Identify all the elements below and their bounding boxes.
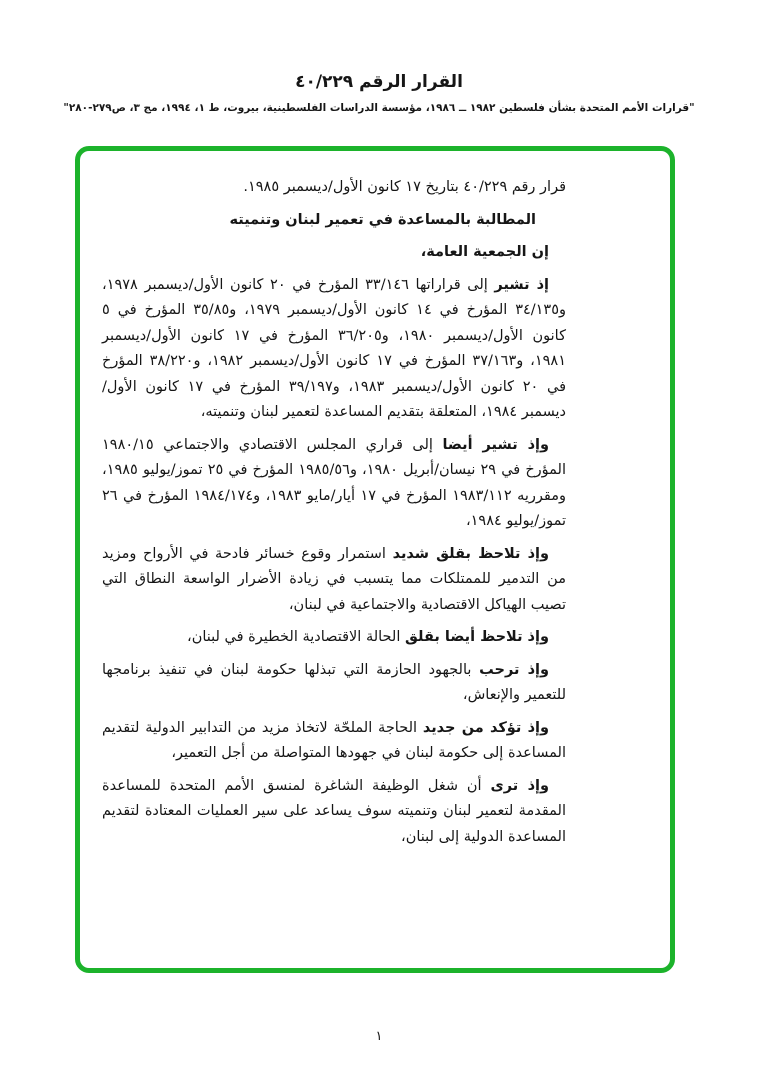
paragraph-lead: إذ تشير <box>494 276 550 293</box>
paragraph-lead: وإذ ترى <box>490 777 550 794</box>
resolution-heading: قرار رقم ٤٠/٢٢٩ بتاريخ ١٧ كانون الأول/ديسمبر ١٩٨٥. <box>243 179 566 195</box>
paragraph-text: أن شغل الوظيفة الشاغرة لمنسق الأمم المتحدة للمساعدة المقدمة لتعمير لبنان وتنميته سوف يساعد على سير العمليات المعتادة لتقديم المساعدة الدولية إلى لبنان، <box>102 777 566 845</box>
preamble-paragraph <box>102 658 566 709</box>
preamble-paragraph <box>102 716 566 767</box>
paragraph-lead: وإذ ترحب <box>479 661 549 678</box>
paragraph-text: استمرار وقوع خسائر فادحة في الأرواح ومزيد من التدمير للممتلكات مما يتسبب في زيادة الأضرار الواسعة النطاق التي تصيب الهياكل الاقتصادية والاجتماعية في لبنان، <box>102 545 566 613</box>
paragraph-lead: وإذ تلاحظ بقلق شديد <box>392 545 550 562</box>
resolution-frame <box>75 146 675 973</box>
assembly-opening: إن الجمعية العامة، <box>420 244 549 260</box>
preamble-paragraph <box>102 542 566 619</box>
paragraph-text: إلى قراراتها ٣٣/١٤٦ المؤرخ في ٢٠ كانون الأول/ديسمبر ١٩٧٨، و٣٤/١٣٥ المؤرخ في ١٤ كانون الأول/ديسمبر ١٩٧٩، و٣٥/٨٥ المؤرخ في ٥ كانون الأول/ديسمبر ١٩٨٠، و٣٦/٢٠٥ المؤرخ في ١٧ كانون الأول/ديسمبر ١٩٨١، و٣٧/١٦٣ المؤرخ في ١٧ كانون الأول/ديسمبر ١٩٨٢، و٣٨/٢٢٠ المؤرخ في ٢٠ كانون الأول/ديسمبر ١٩٨٣، و٣٩/١٩٧ المؤرخ في ١٧ كانون الأول/ديسمبر ١٩٨٤، المتعلقة بتقديم المساعدة لتعمير لبنان وتنميته، <box>102 276 567 420</box>
preamble-paragraph <box>102 433 566 535</box>
paragraph-text: الحالة الاقتصادية الخطيرة في لبنان، <box>187 629 401 645</box>
paragraph-text: إلى قراري المجلس الاقتصادي والاجتماعي ١٩٨٠/١٥ المؤرخ في ٢٩ نيسان/أبريل ١٩٨٠، و١٩٨٥/٥٦ المؤرخ في ٢٥ تموز/يوليو ١٩٨٥، ومقرريه ١٩٨٣/١١٢ المؤرخ في ١٧ أيار/مايو ١٩٨٣، و١٩٨٤/١٧٤ المؤرخ في ٢٦ تموز/يوليو ١٩٨٤، <box>102 436 567 529</box>
source-citation: "قرارات الأمم المتحدة بشأن فلسطين ١٩٨٢ ــ ١٩٨٦، مؤسسة الدراسات الفلسطينية، بيروت، ط ١، ١٩٩٤، مج ٣، ص٢٧٩-٢٨٠" <box>63 102 695 114</box>
page-footer <box>0 1029 758 1044</box>
preamble-paragraph <box>102 625 566 651</box>
paragraph-text: الحاجة الملحّة لاتخاذ مزيد من التدابير الدولية لتقديم المساعدة إلى حكومة لبنان في جهودها المتواصلة من أجل التعمير، <box>102 719 566 761</box>
resolution-subtitle: المطالبة بالمساعدة في تعمير لبنان وتنميته <box>229 211 536 228</box>
page-header <box>0 0 758 115</box>
page-number: ١ <box>375 1029 383 1044</box>
preamble-paragraph <box>102 774 566 851</box>
paragraph-text: بالجهود الحازمة التي تبذلها حكومة لبنان في تنفيذ برنامجها للتعمير والإنعاش، <box>102 661 566 703</box>
paragraph-lead: وإذ تشير أيضا <box>442 436 549 453</box>
paragraph-lead: وإذ تؤكد من جديد <box>422 719 550 736</box>
preamble-paragraph <box>102 273 566 426</box>
page-title: القرار الرقم ٤٠/٢٢٩ <box>295 72 463 92</box>
paragraph-lead: وإذ تلاحظ أيضا بقلق <box>404 629 549 645</box>
